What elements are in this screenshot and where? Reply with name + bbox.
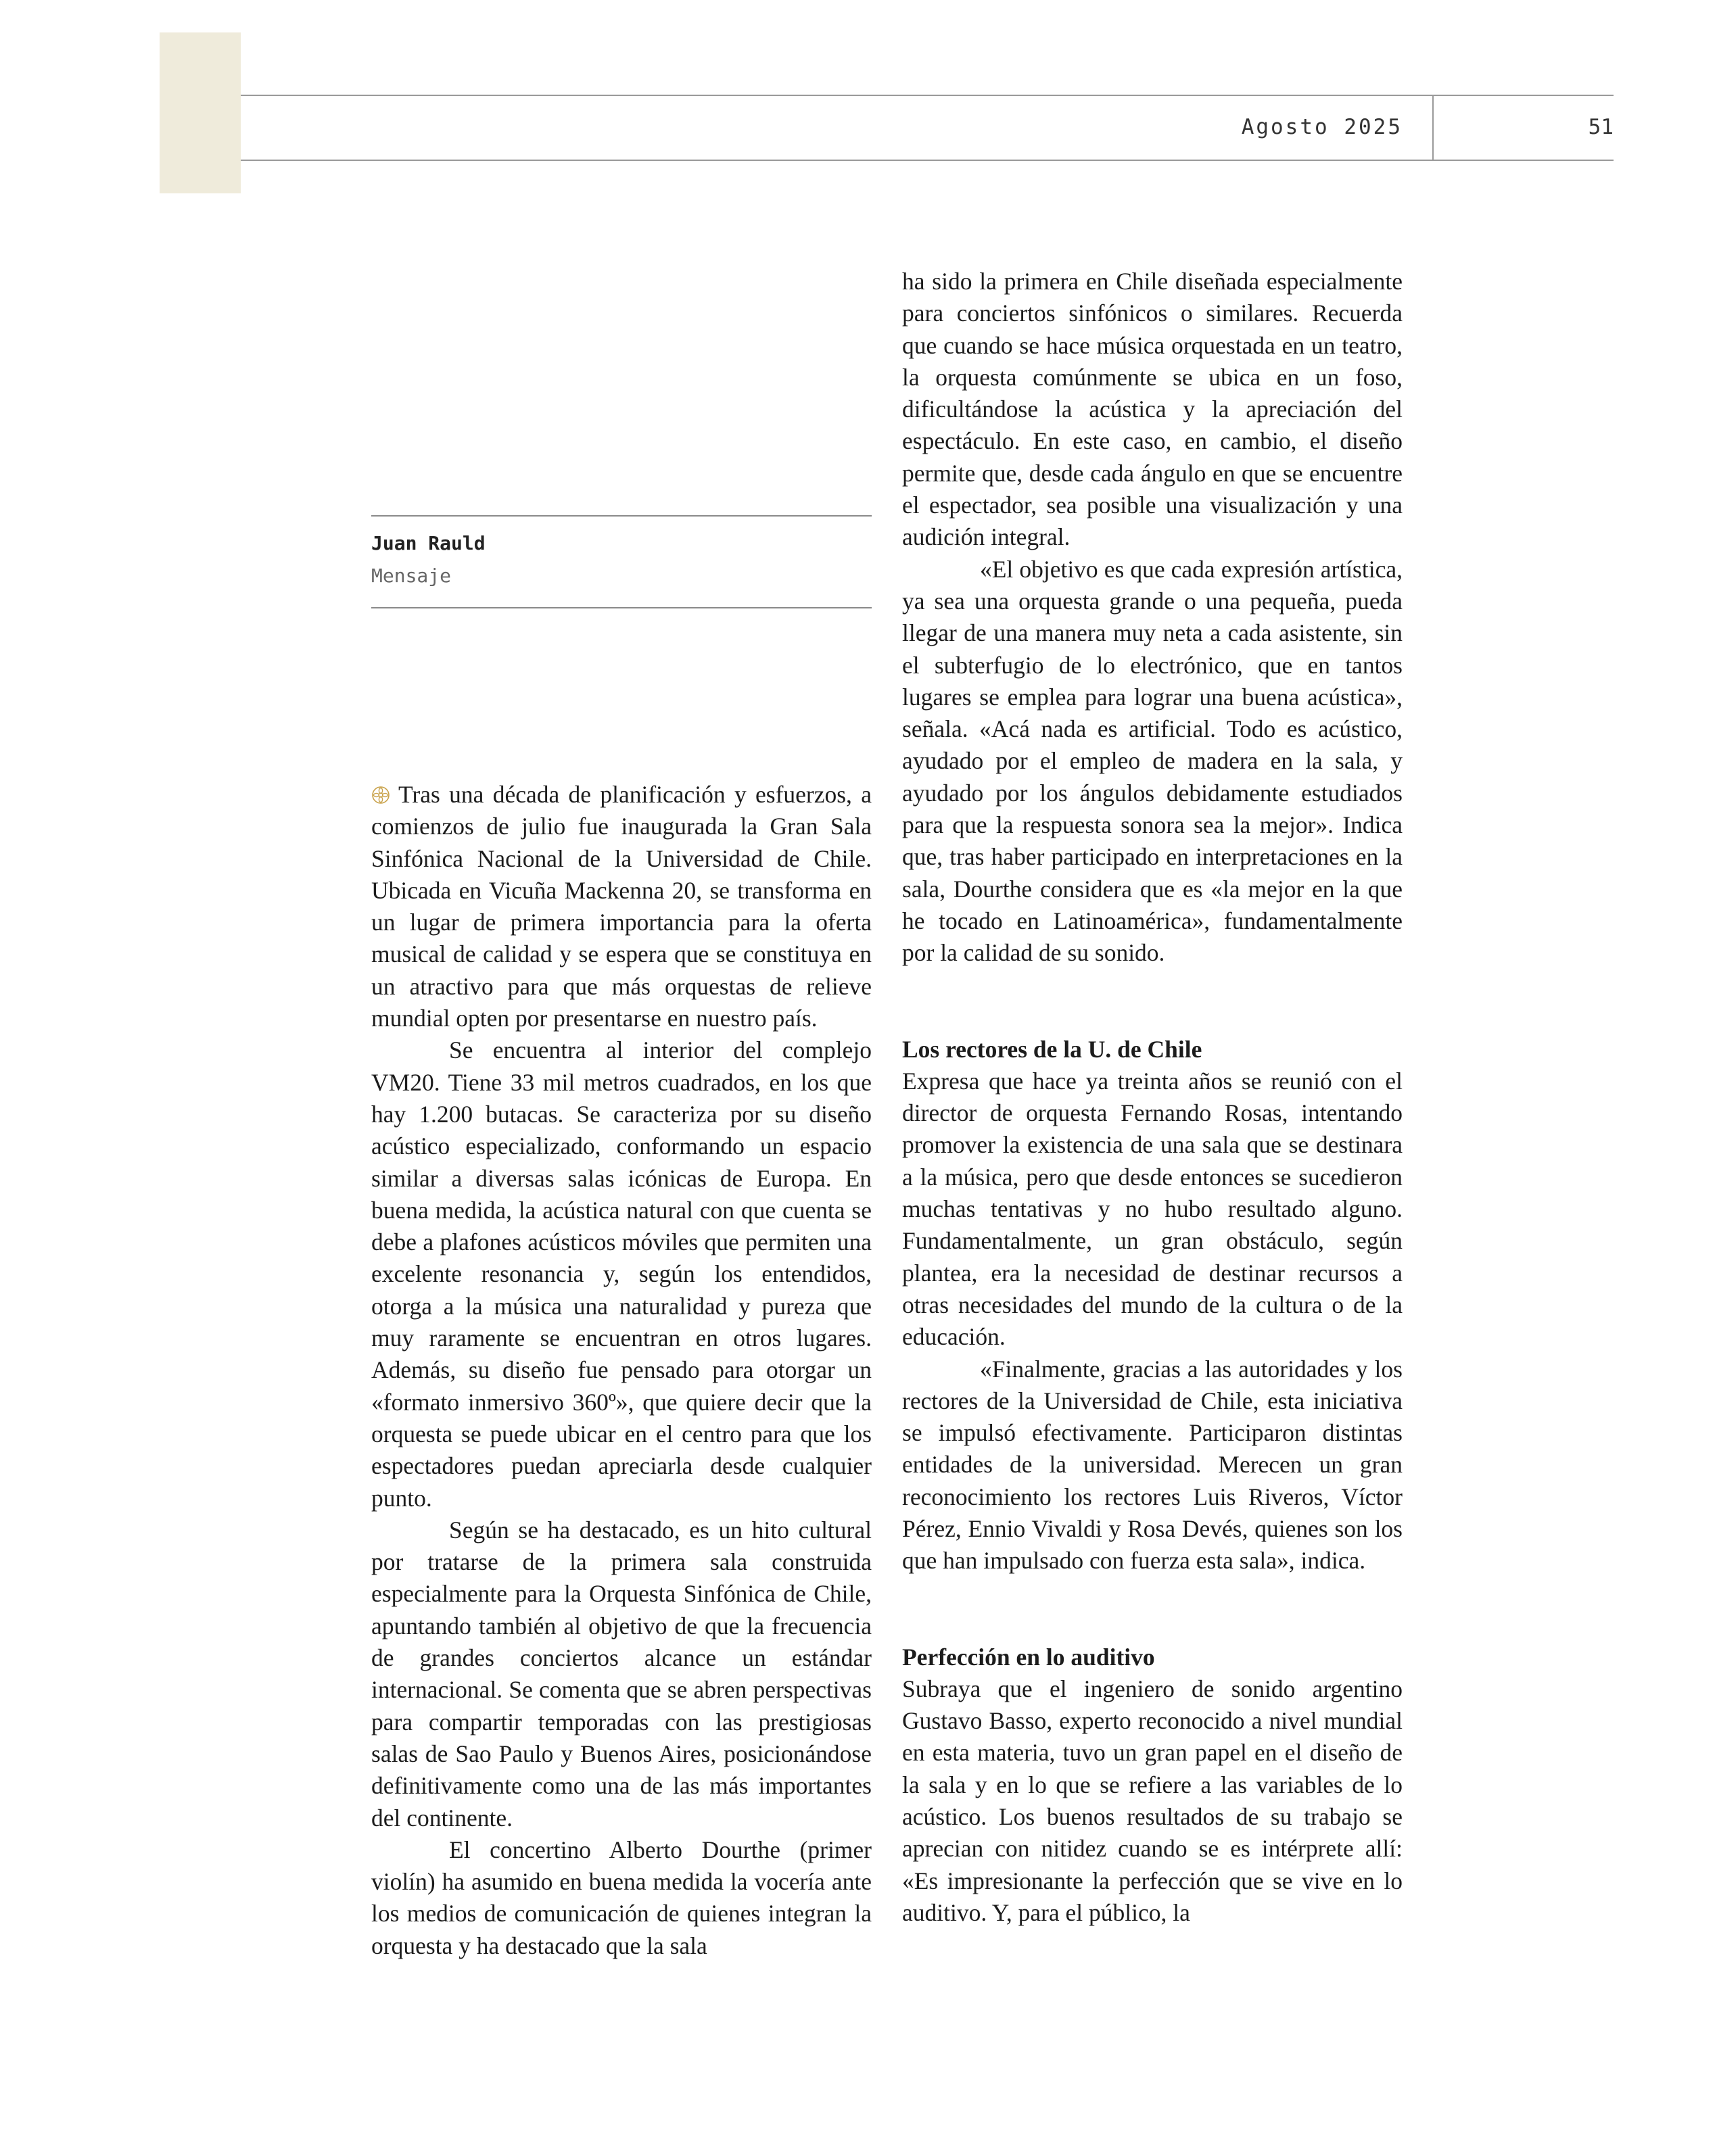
author-affiliation: Mensaje (371, 565, 452, 587)
ornament-flower-icon (371, 781, 390, 800)
header-rule-top (241, 95, 1614, 96)
article-paragraph: Según se ha destacado, es un hito cultural por tratarse de la primera sala construida especialmente para la Orquesta Sinfónica de Chile, apuntando también al objetivo de que la frecuencia de grandes conciertos alcance un estándar internacional. Se comenta que se abren perspectivas para compartir temporadas con las prestigiosas salas de Sao Paulo y Buenos Aires, posicionándose definitivamente como una de las más importantes del continente. (371, 1516, 872, 1831)
article-paragraph: Subraya que el ingeniero de sonido argentino Gustavo Basso, experto reconocido a nivel mundial en esta materia, tuvo un gran papel en el diseño de la sala y en lo que se refiere a las variables de lo acústico. Los buenos resultados de su trabajo se aprecian con nitidez cuando se es intérprete allí: «Es impresionante la perfección que se vive en lo auditivo. Y, para el público, la (902, 1675, 1403, 1926)
section-heading: Perfección en lo auditivo (902, 1643, 1155, 1671)
header-divider (1432, 95, 1434, 160)
section-tab (160, 32, 241, 193)
author-name: Juan Rauld (371, 532, 486, 554)
article-paragraph: Se encuentra al interior del complejo VM20. Tiene 33 mil metros cuadrados, en los que hay 1.200 butacas. Se caracteriza por su diseño acústico especializado, conformando un espacio similar a diversas salas icónicas de Europa. En buena medida, la acústica natural con que cuenta se debe a plafones acústicos móviles que permiten una excelente resonancia y, según los entendidos, otorga a la música una naturalidad y pureza que muy raramente se encuentran en otros lugares. Además, su diseño fue pensado para otorgar un «formato inmersivo 360º», que quiere decir que la orquesta se puede ubicar en el centro para que los espectadores puedan apreciarla desde cualquier punto. (371, 1036, 872, 1512)
article-paragraph: ha sido la primera en Chile diseñada especialmente para conciertos sinfónicos o similares. Recuerda que cuando se hace música orquestada en un teatro, la orquesta comúnmente se ubica en un foso, dificultándose la acústica y la apreciación del espectáculo. En este caso, en cambio, el diseño permite que, desde cada ángulo en que se encuentre el espectador, sea posible una visualización y una audición integral. (902, 268, 1403, 551)
page-number: 51 (1588, 115, 1614, 139)
article-column-right (902, 266, 1403, 1929)
article-paragraph-text: Tras una década de planificación y esfuerzos, a comienzos de julio fue inaugurada la Gran Sala Sinfónica Nacional de la Universidad de Chile. Ubicada en Vicuña Mackenna 20, se transforma en un lugar de primera importancia para la oferta musical de calidad y se espera que se constituya en un atractivo para que más orquestas de relieve mundial opten por presentarse en nuestro país. (371, 781, 872, 1032)
article-paragraph: Expresa que hace ya treinta años se reunió con el director de orquesta Fernando Rosas, intentando promover la existencia de una sala que se destinara a la música, pero que desde entonces se sucedieron muchas tentativas y no hubo resultado alguno. Fundamentalmente, un gran obstáculo, según plantea, era la necesidad de destinar recursos a otras necesidades del mundo de la cultura o de la educación. (902, 1067, 1403, 1351)
header-rule-bottom (241, 160, 1614, 161)
article-paragraph (371, 779, 872, 1034)
issue-date: Agosto 2025 (1241, 115, 1403, 139)
section-heading: Los rectores de la U. de Chile (902, 1035, 1202, 1063)
section-spacer (902, 969, 1403, 1034)
article-paragraph: «Finalmente, gracias a las autoridades y los rectores de la Universidad de Chile, esta iniciativa se impulsó efectivamente. Participaron distintas entidades de la universidad. Merecen un gran reconocimiento los rectores Luis Riveros, Víctor Pérez, Ennio Vivaldi y Rosa Devés, quienes son los que han impulsado con fuerza esta sala», indica. (902, 1355, 1403, 1575)
section-spacer (902, 1577, 1403, 1642)
article-paragraph: «El objetivo es que cada expresión artística, ya sea una orquesta grande o una pequeña, pueda llegar de una manera muy neta a cada asistente, sin el subterfugio de lo electrónico, que en tantos lugares se emplea para lograr una buena acústica», señala. «Acá nada es artificial. Todo es acústico, ayudado por el empleo de madera en la sala, y ayudado por los ángulos debidamente estudiados para que la respuesta sonora sea la mejor». Indica que, tras haber participado en interpretaciones en la sala, Dourthe considera que es «la mejor en la que he tocado en Latinoamérica», fundamentalmente por la calidad de su sonido. (902, 555, 1403, 967)
article-paragraph: El concertino Alberto Dourthe (primer violín) ha asumido en buena medida la vocería ante los medios de comunicación de quienes integran la orquesta y ha destacado que la sala (371, 1836, 872, 1959)
article-column-left (371, 779, 872, 1962)
byline (371, 515, 872, 608)
